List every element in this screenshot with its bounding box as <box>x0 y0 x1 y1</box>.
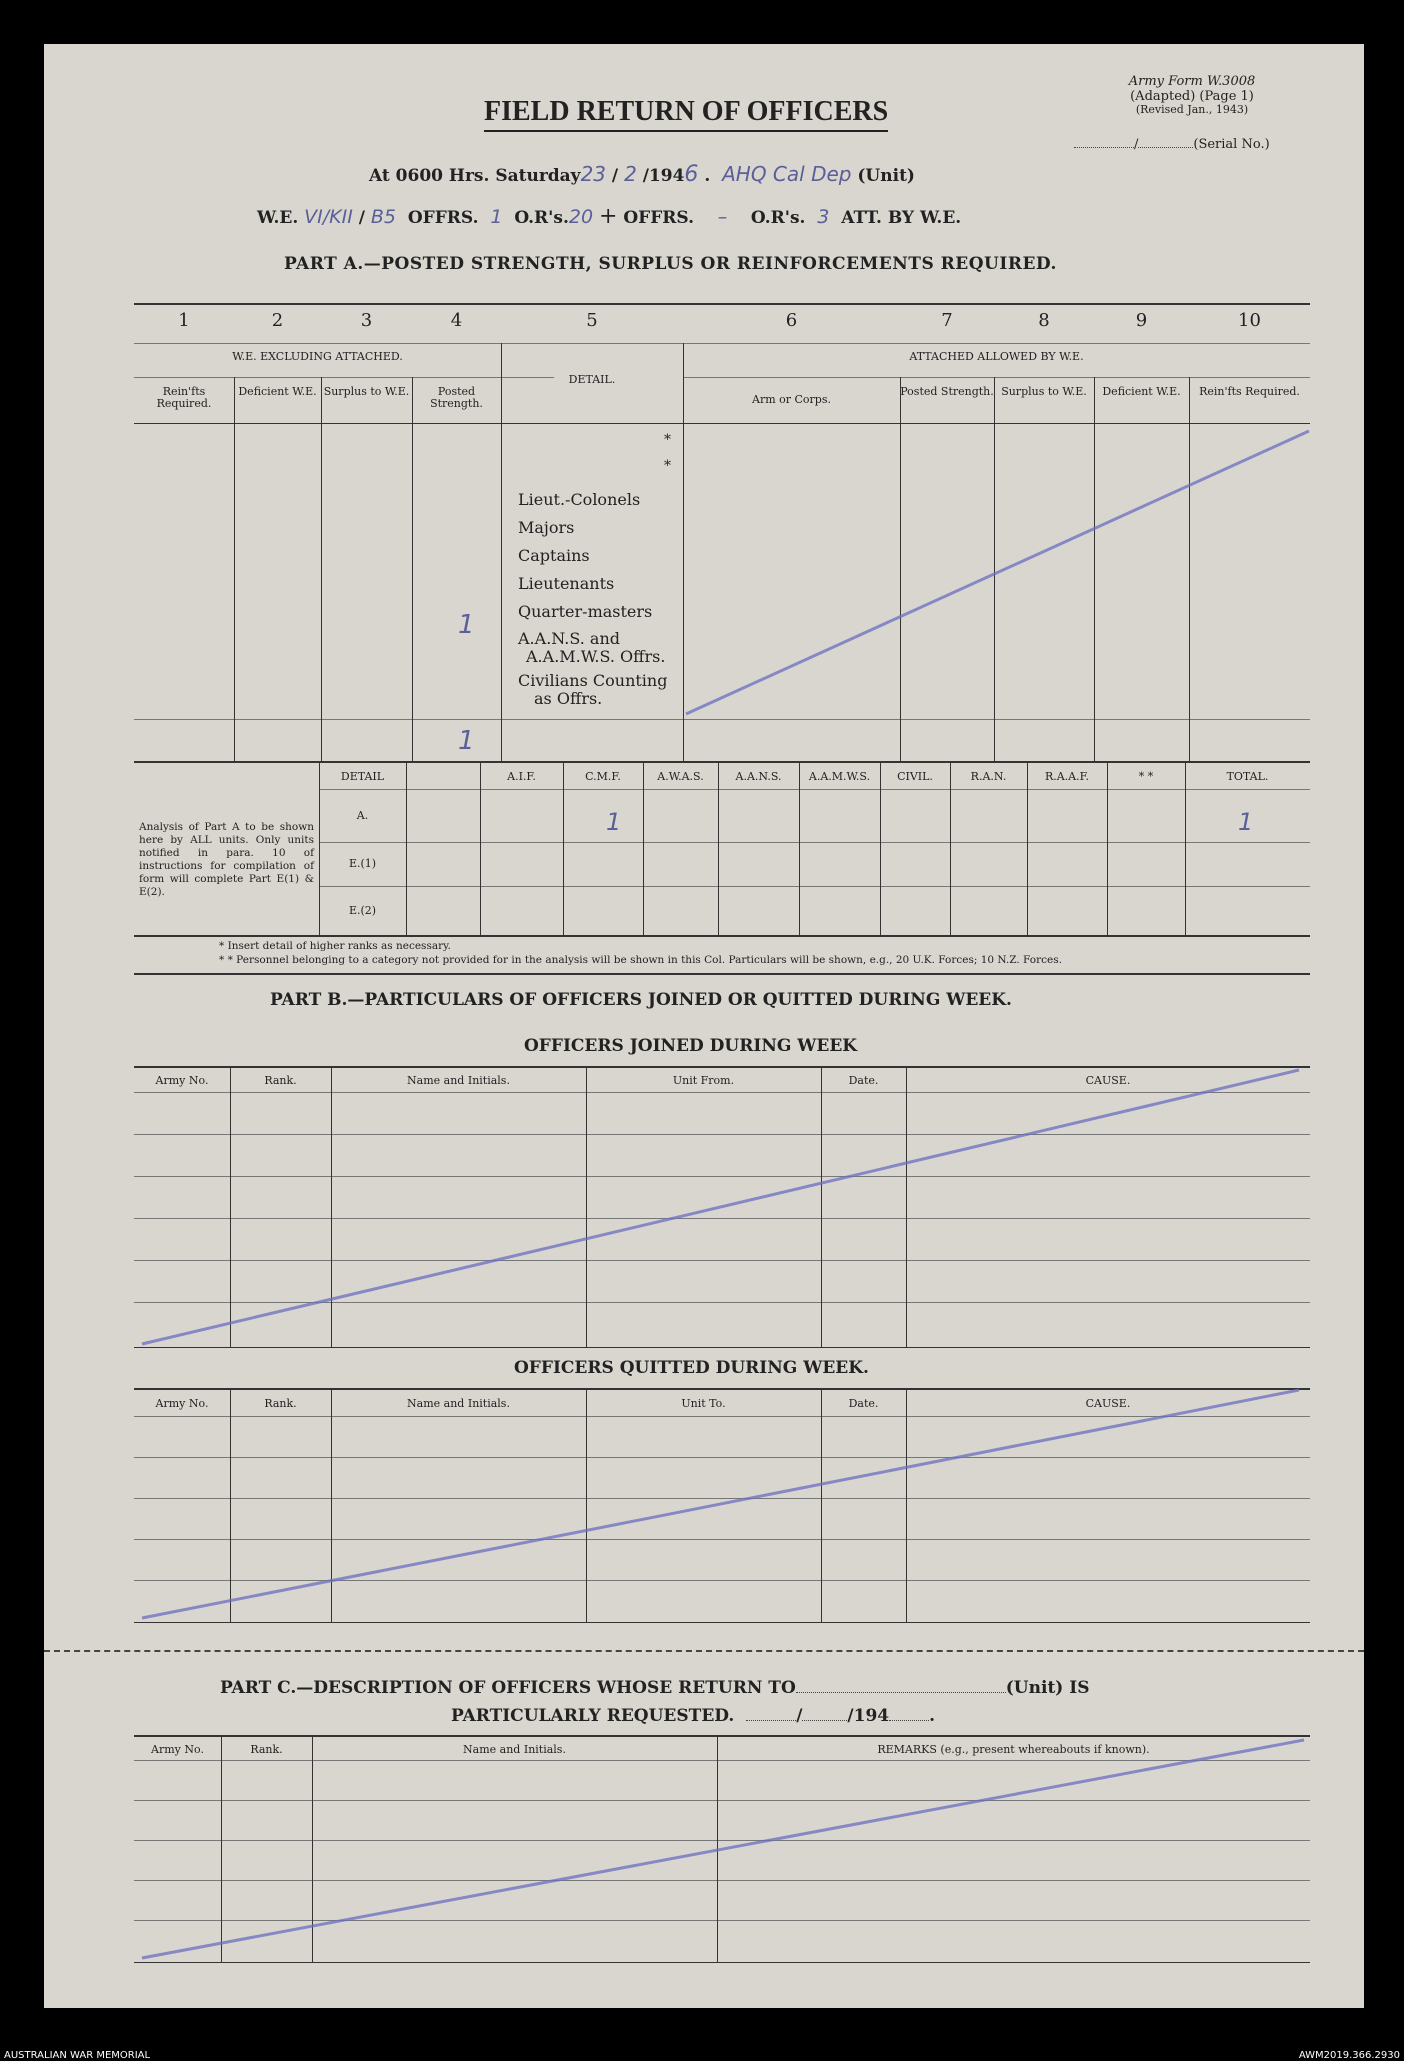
an-row-e2: E.(2) <box>348 904 377 917</box>
rank-aamws: A.A.M.W.S. Offrs. <box>526 647 666 666</box>
we-hand-1[interactable]: VI/KII <box>304 206 353 228</box>
an-row-a: A. <box>356 809 369 822</box>
part-b-title: PART B.—PARTICULARS OF OFFICERS JOINED OR QUITTED DURING WEEK. <box>270 990 1012 1010</box>
ors2-label: O.R's. <box>750 208 806 228</box>
right-col-deficient: Deficient W.E. <box>1102 385 1181 398</box>
unit-label: (Unit) <box>857 166 915 186</box>
footnote-2: * * Personnel belonging to a category not provided for in the analysis will be shown in this Col. Particulars will be shown, e.g., 20 U.K. Forces; 10 N.Z. Forces. <box>219 954 1062 966</box>
an-row-e1: E.(1) <box>348 857 377 870</box>
joined-col-name: Name and Initials. <box>407 1074 510 1087</box>
joined-col-army-no: Army No. <box>155 1074 209 1087</box>
strike-quitted <box>142 1390 1299 1618</box>
date-month[interactable]: 2 <box>624 162 637 186</box>
form-sheet <box>44 44 1364 2008</box>
hand-total-count[interactable]: 1 <box>458 726 475 756</box>
part-c-year: /194 <box>847 1706 890 1726</box>
strike-joined <box>142 1070 1299 1344</box>
part-c-col-rank: Rank. <box>250 1743 283 1756</box>
form-ref-line3: (Revised Jan., 1943) <box>1135 103 1249 116</box>
part-c-line-2: PARTICULARLY REQUESTED. / /194 . <box>451 1706 936 1726</box>
joined-col-date: Date. <box>848 1074 879 1087</box>
footer-left: AUSTRALIAN WAR MEMORIAL <box>4 2050 151 2061</box>
form-ref-line1: Army Form W.3008 <box>1128 74 1256 89</box>
offrs-hand[interactable]: 1 <box>490 206 503 228</box>
right-col-posted: Posted Strength. <box>900 385 994 398</box>
an-h-cmf: C.M.F. <box>585 770 621 783</box>
plus-sign: + <box>598 204 618 229</box>
footer-right: AWM2019.366.2930 <box>1298 2050 1400 2061</box>
an-h-total: TOTAL. <box>1226 770 1269 783</box>
hand-analysis-total[interactable]: 1 <box>1238 808 1254 836</box>
part-c-col-name: Name and Initials. <box>463 1743 566 1756</box>
an-h-civil: CIVIL. <box>897 770 933 783</box>
hand-lieut-count[interactable]: 1 <box>458 610 475 640</box>
we-excluding-header: W.E. EXCLUDING ATTACHED. <box>232 350 403 363</box>
rank-captains: Captains <box>518 546 590 565</box>
col-num-10: 10 <box>1238 310 1261 331</box>
rank-qm: Quarter-masters <box>518 602 653 621</box>
quitted-col-unit-to: Unit To. <box>681 1397 726 1410</box>
col-num-4: 4 <box>450 310 463 331</box>
hand-cmf-count[interactable]: 1 <box>606 808 622 836</box>
date-day[interactable]: 23 <box>580 162 607 186</box>
right-col-surplus: Surplus to W.E. <box>1001 385 1087 398</box>
pencil-strike-overlay <box>44 44 1364 2008</box>
col-num-6: 6 <box>785 310 798 331</box>
col-num-1: 1 <box>178 310 190 331</box>
part-c-unit-label: (Unit) IS <box>1005 1678 1090 1698</box>
star-1: * <box>664 432 671 448</box>
rank-lt-col: Lieut.-Colonels <box>518 490 641 509</box>
rank-majors: Majors <box>518 518 575 537</box>
joined-col-unit-from: Unit From. <box>672 1074 735 1087</box>
strike-part-c <box>142 1740 1304 1958</box>
part-c-requested: PARTICULARLY REQUESTED. <box>451 1706 735 1726</box>
col-num-8: 8 <box>1038 310 1050 331</box>
quitted-col-army-no: Army No. <box>155 1397 209 1410</box>
unit-hand[interactable]: AHQ Cal Dep <box>722 162 852 186</box>
right-col-reinfts: Rein'fts Required. <box>1199 385 1300 398</box>
quitted-col-rank: Rank. <box>264 1397 297 1410</box>
year-prefix: /194 <box>642 166 685 186</box>
offrs2-label: OFFRS. <box>623 208 695 228</box>
star-2: * <box>664 458 671 474</box>
part-c-title: PART C.—DESCRIPTION OF OFFICERS WHOSE RETURN TO <box>220 1678 796 1698</box>
at-text: At 0600 Hrs. Saturday <box>369 166 581 186</box>
col-num-7: 7 <box>941 310 953 331</box>
we-label: W.E. <box>257 208 299 228</box>
an-h-aif: A.I.F. <box>507 770 536 783</box>
rank-lieutenants: Lieutenants <box>518 574 615 593</box>
left-col-deficient: Deficient W.E. <box>238 385 317 398</box>
detail-header: DETAIL. <box>568 373 616 386</box>
col-num-9: 9 <box>1135 310 1148 331</box>
serial-label: (Serial No.) <box>1193 137 1270 152</box>
an-h-awas: A.W.A.S. <box>657 770 704 783</box>
rank-civilians: Civilians Counting <box>518 671 668 690</box>
right-col-arm: Arm or Corps. <box>752 393 831 406</box>
rank-civilians-2: as Offrs. <box>534 689 603 708</box>
form-ref-line2: (Adapted) (Page 1) <box>1130 89 1254 104</box>
part-c-col-army-no: Army No. <box>151 1743 204 1756</box>
an-h-raaf: R.A.A.F. <box>1044 770 1090 783</box>
rank-aans: A.A.N.S. and <box>518 629 620 648</box>
joined-title: OFFICERS JOINED DURING WEEK <box>524 1036 858 1056</box>
left-col-posted: Posted Strength. <box>430 385 483 410</box>
an-h-aans: A.A.N.S. <box>735 770 782 783</box>
att-label: ATT. BY W.E. <box>841 208 962 228</box>
left-col-reinfts: Rein'fts Required. <box>156 385 212 410</box>
quitted-col-name: Name and Initials. <box>407 1397 510 1410</box>
an-h-stars: * * <box>1138 770 1154 783</box>
part-c-col-remarks: REMARKS (e.g., present whereabouts if known). <box>877 1743 1150 1756</box>
attached-header: ATTACHED ALLOWED BY W.E. <box>909 350 1084 363</box>
ors2-hand[interactable]: 3 <box>817 206 830 228</box>
joined-col-cause: CAUSE. <box>1085 1074 1131 1087</box>
col-num-5: 5 <box>586 310 598 331</box>
an-h-detail: DETAIL <box>340 770 385 783</box>
we-hand-2[interactable]: B5 <box>370 206 397 228</box>
col-num-3: 3 <box>360 310 373 331</box>
joined-col-rank: Rank. <box>264 1074 297 1087</box>
quitted-col-cause: CAUSE. <box>1085 1397 1131 1410</box>
left-col-surplus: Surplus to W.E. <box>323 385 410 398</box>
ors-hand[interactable]: 20 <box>568 206 594 228</box>
quitted-col-date: Date. <box>848 1397 879 1410</box>
header-line-1: At 0600 Hrs. Saturday23 / 2 /1946 . AHQ Cal Dep (Unit) <box>369 162 915 187</box>
ors-label: O.R's. <box>514 208 569 228</box>
strike-part-a <box>686 431 1309 714</box>
offrs-label: OFFRS. <box>407 208 479 228</box>
serial-field[interactable]: / (Serial No.) <box>1074 137 1270 152</box>
col-num-2: 2 <box>271 310 284 331</box>
year-hand[interactable]: 6 <box>684 162 699 187</box>
header-line-2: W.E. VI/KII / B5 OFFRS. 1 O.R's.20 + OFFRS. – O.R's. 3 ATT. BY W.E. <box>257 204 962 229</box>
analysis-note: Analysis of Part A to be shown here by ALL units. Only units notified in para. 10 of instructions for compilation of form will complete Part E(1) & E(2). <box>139 821 314 898</box>
offrs2-hand[interactable]: – <box>717 206 728 228</box>
an-h-aamws: A.A.M.W.S. <box>808 770 871 783</box>
quitted-title: OFFICERS QUITTED DURING WEEK. <box>514 1358 869 1378</box>
an-h-ran: R.A.N. <box>970 770 1007 783</box>
part-a-title: PART A.—POSTED STRENGTH, SURPLUS OR REINFORCEMENTS REQUIRED. <box>284 254 1057 274</box>
footnote-1: * Insert detail of higher ranks as necessary. <box>219 940 451 952</box>
page-title: FIELD RETURN OF OFFICERS <box>484 96 888 132</box>
